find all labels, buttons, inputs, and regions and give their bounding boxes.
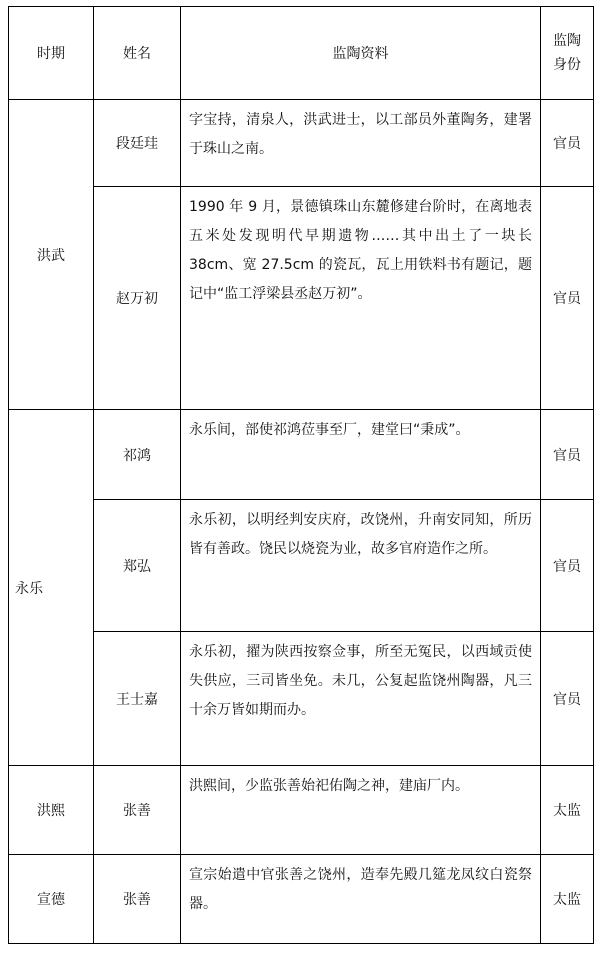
info-cell: 永乐初，擢为陕西按察佥事，所至无冤民，以西域贡使失供应，三司皆坐免。未几，公复起监饶州陶器，凡三十余万皆如期而办。	[181, 632, 541, 766]
table-row	[9, 766, 594, 855]
name-cell: 祁鸿	[94, 410, 181, 500]
table-row	[9, 500, 594, 632]
table-row	[9, 632, 594, 766]
table-row	[9, 100, 594, 187]
table-row	[9, 187, 594, 410]
info-cell: 字宝持，清泉人，洪武进士，以工部员外董陶务，建署于珠山之南。	[181, 100, 541, 187]
period-cell: 洪武	[9, 100, 94, 410]
name-cell: 张善	[94, 855, 181, 944]
period-cell: 永乐	[9, 410, 94, 766]
table-row	[9, 410, 594, 500]
supervisor-table	[8, 6, 594, 944]
identity-cell: 太监	[541, 766, 594, 855]
identity-cell: 官员	[541, 100, 594, 187]
header-info: 监陶资料	[181, 7, 541, 100]
name-cell: 段廷珪	[94, 100, 181, 187]
header-name: 姓名	[94, 7, 181, 100]
name-cell: 王士嘉	[94, 632, 181, 766]
header-identity-line1: 监陶	[553, 33, 581, 49]
name-cell: 郑弘	[94, 500, 181, 632]
header-period: 时期	[9, 7, 94, 100]
period-cell: 宣德	[9, 855, 94, 944]
identity-cell: 官员	[541, 410, 594, 500]
header-identity-line2: 身份	[553, 57, 581, 73]
header-row	[9, 7, 594, 100]
document-table-wrapper	[8, 6, 594, 944]
identity-cell: 官员	[541, 187, 594, 410]
name-cell: 赵万初	[94, 187, 181, 410]
identity-cell: 太监	[541, 855, 594, 944]
info-cell: 洪熙间，少监张善始祀佑陶之神，建庙厂内。	[181, 766, 541, 855]
header-identity	[541, 7, 594, 100]
info-cell: 1990 年 9 月，景德镇珠山东麓修建台阶时，在离地表五米处发现明代早期遗物……其中出土了一块长 38cm、宽 27.5cm 的瓷瓦，瓦上用铁料书有题记，题记中“监工浮梁县丞赵万初”。	[181, 187, 541, 410]
name-cell: 张善	[94, 766, 181, 855]
identity-cell: 官员	[541, 500, 594, 632]
info-cell: 永乐初，以明经判安庆府，改饶州，升南安同知，所历皆有善政。饶民以烧瓷为业，故多官府造作之所。	[181, 500, 541, 632]
period-cell: 洪熙	[9, 766, 94, 855]
identity-cell: 官员	[541, 632, 594, 766]
info-cell: 宣宗始遣中官张善之饶州，造奉先殿几筵龙凤纹白瓷祭器。	[181, 855, 541, 944]
table-row	[9, 855, 594, 944]
info-cell: 永乐间，部使祁鸿莅事至厂，建堂曰“秉成”。	[181, 410, 541, 500]
